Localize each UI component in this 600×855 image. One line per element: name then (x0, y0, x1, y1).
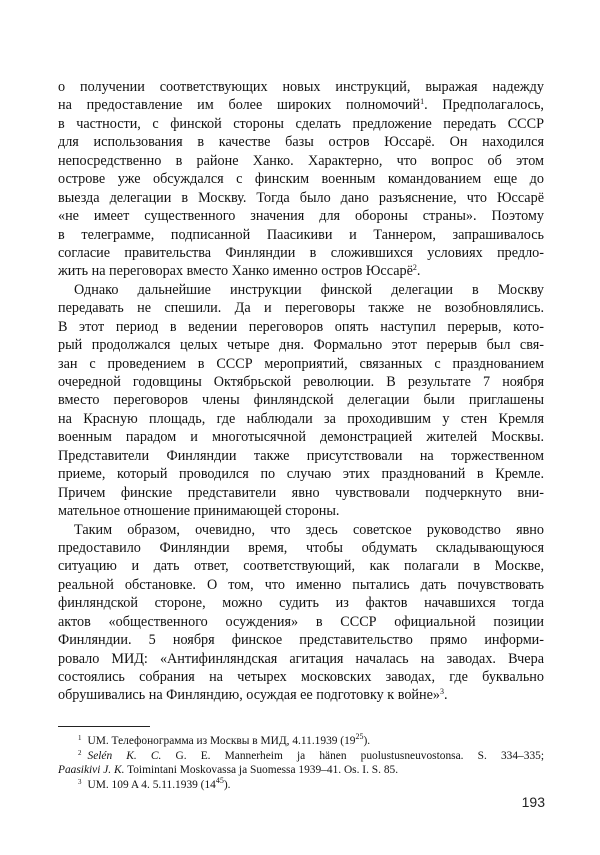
text-line: на Красную площадь, где наблюдали за проходившим у стен Кремля (58, 410, 544, 427)
text-line: финляндской стороне, можно судить из фактов начавшихся тогда (58, 595, 544, 612)
text-line: ситуацию и дать ответ, соответствующий, как полагали в Москве, (58, 558, 544, 575)
text-line: состоялись собрания на четырех московских заводах, где буквально (58, 669, 544, 685)
main-text (58, 78, 544, 705)
text-line: непосредственно в районе Ханко. Характерно, что вопрос об этом (58, 152, 544, 169)
text-line: «не имеет существенного значения для обороны страны». Поэтому (58, 208, 544, 225)
footnote-ref: 1 (420, 97, 425, 107)
text-line: острове уже обсуждался с финским военным командованием еще до (58, 171, 544, 188)
text-line: рый продолжался целых четыре дня. Формально этот перерыв был свя- (58, 337, 544, 354)
footnote-1: $^1$ UM. Телефонограмма из Москвы в МИД, 4.11.1939 $(19^{25})$. (78, 732, 371, 747)
text-line: очередной годовщины Октябрьской революции. В результате 7 ноября (58, 374, 544, 390)
text-line: Причем финские представители явно чувствовали подчеркнуто вни- (58, 484, 544, 501)
text-line: согласие правительства Финляндии в сложившихся условиях предло- (58, 244, 544, 261)
footnotes (58, 734, 544, 792)
text-line: о получении соответствующих новых инструкций, выражая надежду (58, 79, 544, 95)
footnote-3: $^3$ UM. 109 A 4. 5.11.1939 $(14^{45})$. (78, 775, 231, 791)
text-line: мательное отношение принимающей стороны. (58, 503, 340, 520)
text-line: реальной обстановке. О том, что именно пытались дать почувствовать (58, 576, 544, 593)
text-line: приеме, который проводился по случаю этих празднований в Кремле. (58, 466, 544, 483)
text-line: жить на переговорах вместо Ханко именно остров Юссарё$^2$. (58, 263, 421, 280)
text-line: зан с проведением в СССР мероприятий, связанных с празднованием (58, 355, 544, 372)
text-line: Финляндии. 5 ноября финское представительство прямо информи- (58, 632, 544, 649)
text-line: ровало МИД: «Антифинляндская агитация началась на заводах. Вчера (58, 650, 544, 667)
footnote-2-continued: Paasikivi J. K. Toimintani Moskovassa ja Suomessa 1939–41. Os. I. S. 85. (58, 764, 399, 776)
text-line: актов «общественного осуждения» в СССР официальной позиции (58, 613, 544, 630)
text-line: военным парадом и многотысячной демонстрацией жителей Москвы. (58, 429, 544, 446)
text-line: на предоставление им более широких полномочий$^1$. Предполагалось, (58, 97, 544, 114)
footnote-divider (58, 726, 150, 727)
text-line: В этот период в ведении переговоров опять наступил перерыв, кото- (58, 318, 544, 335)
footnote-ref: 2 (412, 263, 417, 273)
text-line: обрушивались на Финляндию, осуждая ее подготовку к войне»$^3$. (58, 687, 448, 704)
text-line: в частности, с финской стороны сделать предложение передать СССР (58, 115, 544, 132)
text-line: для использования в качестве базы остров Юссарё. Он находился (58, 134, 544, 151)
paragraph-start: Однако дальнейшие инструкции финской делегации в Москву (74, 281, 544, 298)
text-line: выезда делегации в Москву. Тогда было дано разъяснение, что Юссарё (58, 189, 544, 206)
text-line: передавать не спешили. Да и переговоры также не возобновлялись. (58, 300, 544, 317)
footnote-2: $^2$ Selén K. C. G. E. Mannerheim ja hänen puolustusneuvostonsa. S. 334–335; (78, 748, 544, 762)
footnote-ref: 3 (440, 687, 444, 697)
text-line: в телеграмме, подписанной Паасикиви и Таннером, запрашивалось (58, 226, 544, 243)
text-line: Представители Финляндии также присутствовали на торжественном (58, 447, 544, 464)
paragraph-start: Таким образом, очевидно, что здесь советское руководство явно (74, 521, 544, 538)
text-line: вместо переговоров члены финляндской делегации были приглашены (58, 392, 544, 409)
text-line: предоставило Финляндии время, чтобы обдумать складывающуюся (58, 539, 544, 556)
page-number: 193 (521, 794, 545, 810)
